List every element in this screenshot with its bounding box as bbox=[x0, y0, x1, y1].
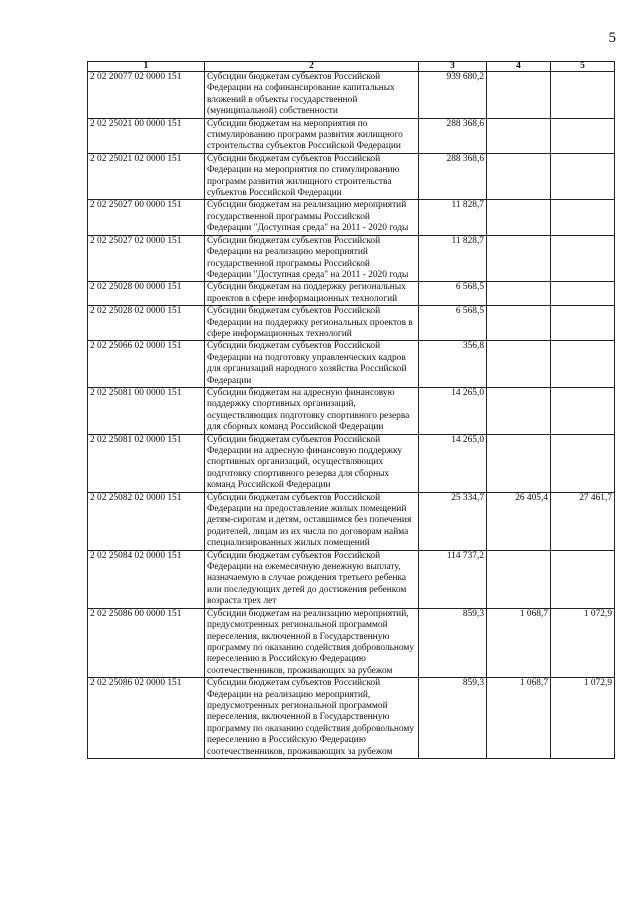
table-row bbox=[88, 306, 615, 341]
budget-code-cell: 2 02 25086 00 0000 151 bbox=[88, 608, 205, 677]
amount-col5-cell: 1 072,9 bbox=[551, 608, 615, 677]
amount-col4-cell bbox=[487, 200, 551, 235]
table-row bbox=[88, 235, 615, 282]
table-row bbox=[88, 492, 615, 550]
table-row bbox=[88, 678, 615, 759]
amount-col4-cell: 26 405,4 bbox=[487, 492, 551, 550]
amount-col5-cell bbox=[551, 235, 615, 282]
table-row bbox=[88, 387, 615, 434]
amount-col4-cell bbox=[487, 153, 551, 200]
description-cell: Субсидии бюджетам субъектов Российской Федерации на предоставление жилых помещений детям-сиротам и детям, оставшимся без попечения родителей, лицам из их числа по договорам найма специализированных жилых помещений bbox=[205, 492, 419, 550]
amount-col5-cell bbox=[551, 153, 615, 200]
amount-col5-cell bbox=[551, 341, 615, 388]
description-cell: Субсидии бюджетам на мероприятия по стимулированию программ развития жилищного строительства субъектов Российской Федерации bbox=[205, 118, 419, 153]
amount-col3-cell: 859,3 bbox=[419, 678, 487, 759]
column-header: 5 bbox=[551, 62, 615, 72]
amount-col3-cell: 288 368,6 bbox=[419, 118, 487, 153]
amount-col4-cell bbox=[487, 387, 551, 434]
amount-col5-cell: 1 072,9 bbox=[551, 678, 615, 759]
budget-code-cell: 2 02 20077 02 0000 151 bbox=[88, 72, 205, 119]
amount-col4-cell: 1 068,7 bbox=[487, 608, 551, 677]
amount-col5-cell: 27 461,7 bbox=[551, 492, 615, 550]
amount-col4-cell bbox=[487, 550, 551, 608]
description-cell: Субсидии бюджетам на адресную финансовую поддержку спортивных организаций, осуществляющих подготовку спортивного резерва для сборных команд Российской Федерации bbox=[205, 387, 419, 434]
table-row bbox=[88, 72, 615, 119]
description-cell: Субсидии бюджетам субъектов Российской Федерации на поддержку региональных проектов в сфере информационных технологий bbox=[205, 306, 419, 341]
description-cell: Субсидии бюджетам субъектов Российской Федерации на мероприятия по стимулированию программ развития жилищного строительства субъектов Российской Федерации bbox=[205, 153, 419, 200]
budget-table bbox=[87, 61, 615, 759]
budget-code-cell: 2 02 25021 02 0000 151 bbox=[88, 153, 205, 200]
budget-code-cell: 2 02 25066 02 0000 151 bbox=[88, 341, 205, 388]
amount-col5-cell bbox=[551, 550, 615, 608]
description-cell: Субсидии бюджетам субъектов Российской Федерации на софинансирование капитальных вложений в объекты государственной (муниципальной) собственности bbox=[205, 72, 419, 119]
amount-col5-cell bbox=[551, 72, 615, 119]
description-cell: Субсидии бюджетам на реализацию мероприятий, предусмотренных региональной программой переселения, включенной в Государственную программу по оказанию содействия добровольному переселению в Российскую Федерацию соотечественников, проживающих за рубежом bbox=[205, 608, 419, 677]
amount-col3-cell: 859,3 bbox=[419, 608, 487, 677]
amount-col3-cell: 11 828,7 bbox=[419, 200, 487, 235]
budget-code-cell: 2 02 25084 02 0000 151 bbox=[88, 550, 205, 608]
table-row bbox=[88, 434, 615, 492]
amount-col4-cell bbox=[487, 118, 551, 153]
budget-code-cell: 2 02 25028 00 0000 151 bbox=[88, 282, 205, 306]
amount-col5-cell bbox=[551, 434, 615, 492]
budget-code-cell: 2 02 25081 02 0000 151 bbox=[88, 434, 205, 492]
description-cell: Субсидии бюджетам на реализацию мероприятий государственной программы Российской Федерации "Доступная среда" на 2011 - 2020 годы bbox=[205, 200, 419, 235]
amount-col4-cell: 1 068,7 bbox=[487, 678, 551, 759]
budget-code-cell: 2 02 25021 00 0000 151 bbox=[88, 118, 205, 153]
description-cell: Субсидии бюджетам субъектов Российской Федерации на реализацию мероприятий государственной программы Российской Федерации "Доступная среда" на 2011 - 2020 годы bbox=[205, 235, 419, 282]
budget-code-cell: 2 02 25081 00 0000 151 bbox=[88, 387, 205, 434]
amount-col3-cell: 25 334,7 bbox=[419, 492, 487, 550]
table-row bbox=[88, 550, 615, 608]
amount-col5-cell bbox=[551, 118, 615, 153]
page-number: 5 bbox=[608, 30, 616, 46]
amount-col4-cell bbox=[487, 72, 551, 119]
budget-code-cell: 2 02 25082 02 0000 151 bbox=[88, 492, 205, 550]
description-cell: Субсидии бюджетам субъектов Российской Федерации на ежемесячную денежную выплату, назначаемую в случае рождения третьего ребенка или последующих детей до достижения ребенком возраста трех лет bbox=[205, 550, 419, 608]
table-row bbox=[88, 153, 615, 200]
amount-col3-cell: 939 680,2 bbox=[419, 72, 487, 119]
budget-code-cell: 2 02 25028 02 0000 151 bbox=[88, 306, 205, 341]
column-header: 3 bbox=[419, 62, 487, 72]
amount-col5-cell bbox=[551, 282, 615, 306]
amount-col4-cell bbox=[487, 434, 551, 492]
table-row bbox=[88, 200, 615, 235]
amount-col3-cell: 6 568,5 bbox=[419, 282, 487, 306]
amount-col4-cell bbox=[487, 235, 551, 282]
table-header-row bbox=[88, 62, 615, 72]
table-row bbox=[88, 608, 615, 677]
amount-col4-cell bbox=[487, 282, 551, 306]
amount-col5-cell bbox=[551, 200, 615, 235]
table-row bbox=[88, 118, 615, 153]
table-row bbox=[88, 341, 615, 388]
description-cell: Субсидии бюджетам субъектов Российской Федерации на подготовку управленческих кадров для организаций народного хозяйства Российской Федерации bbox=[205, 341, 419, 388]
description-cell: Субсидии бюджетам на поддержку региональных проектов в сфере информационных технологий bbox=[205, 282, 419, 306]
amount-col5-cell bbox=[551, 306, 615, 341]
amount-col3-cell: 114 737,2 bbox=[419, 550, 487, 608]
amount-col3-cell: 14 265,0 bbox=[419, 434, 487, 492]
amount-col4-cell bbox=[487, 341, 551, 388]
column-header: 1 bbox=[88, 62, 205, 72]
amount-col3-cell: 11 828,7 bbox=[419, 235, 487, 282]
description-cell: Субсидии бюджетам субъектов Российской Федерации на реализацию мероприятий, предусмотренных региональной программой переселения, включенной в Государственную программу по оказанию содействия добровольному переселению в Российскую Федерацию соотечественников, проживающих за рубежом bbox=[205, 678, 419, 759]
budget-code-cell: 2 02 25027 00 0000 151 bbox=[88, 200, 205, 235]
column-header: 4 bbox=[487, 62, 551, 72]
amount-col4-cell bbox=[487, 306, 551, 341]
amount-col5-cell bbox=[551, 387, 615, 434]
budget-code-cell: 2 02 25027 02 0000 151 bbox=[88, 235, 205, 282]
column-header: 2 bbox=[205, 62, 419, 72]
amount-col3-cell: 14 265,0 bbox=[419, 387, 487, 434]
description-cell: Субсидии бюджетам субъектов Российской Федерации на адресную финансовую поддержку спортивных организаций, осуществляющих подготовку спортивного резерва для сборных команд Российской Федерации bbox=[205, 434, 419, 492]
amount-col3-cell: 288 368,6 bbox=[419, 153, 487, 200]
amount-col3-cell: 6 568,5 bbox=[419, 306, 487, 341]
budget-code-cell: 2 02 25086 02 0000 151 bbox=[88, 678, 205, 759]
table-row bbox=[88, 282, 615, 306]
amount-col3-cell: 356,8 bbox=[419, 341, 487, 388]
table-body bbox=[88, 72, 615, 759]
